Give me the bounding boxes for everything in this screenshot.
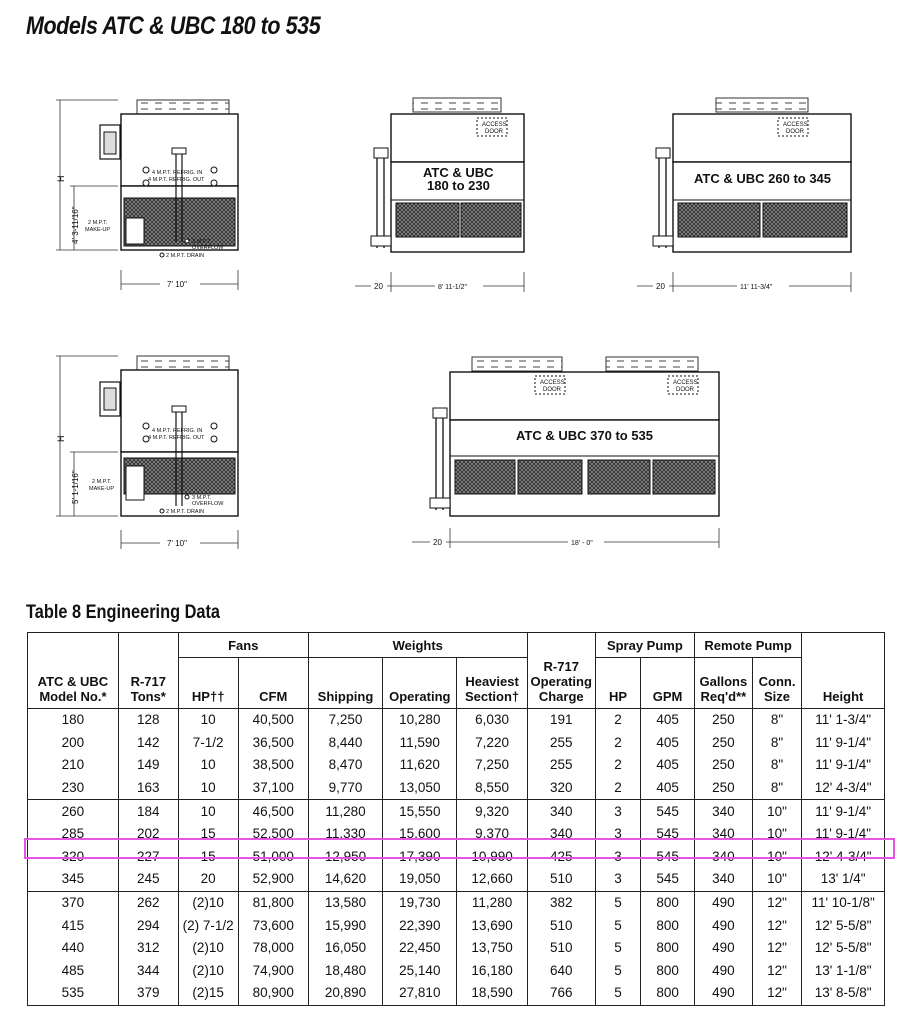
table-cell: 11,620 [383,754,457,777]
table-cell: 379 [118,982,178,1005]
refrig-in-label: 4 M.P.T. REFRIG. IN [152,170,203,176]
table-cell: 340 [694,868,752,891]
model-header-line2: Model No.* [39,689,107,704]
table-cell: 13' 1/4" [802,868,885,891]
access-door-label-2: DOOR [485,129,503,135]
table-cell: 13' 8-5/8" [802,982,885,1005]
table-cell: 370 [28,891,119,914]
table-cell: 36,500 [238,732,308,755]
table-cell: 12' 4-3/4" [802,777,885,800]
col-gpm-header: GPM [641,658,695,709]
table-cell: 18,480 [308,960,382,983]
table-cell: 340 [694,800,752,823]
table-cell: 11' 1-3/4" [802,709,885,732]
table-cell: 262 [118,891,178,914]
table-cell: 800 [641,937,695,960]
table-cell: 405 [641,777,695,800]
table-row [28,800,885,823]
table-cell: 5 [595,914,640,937]
refrig-out-label: 4 M.P.T. REFRIG. OUT [148,177,205,183]
table-row [28,846,885,869]
heaviest-header-line1: Heaviest [465,674,519,689]
gallons-header-line1: Gallons [699,674,748,689]
table-cell: 12' 5-5/8" [802,937,885,960]
table-cell: 10,990 [457,846,527,869]
overflow-label-1: 3 M.P.T. [192,495,212,501]
table-cell: 13,750 [457,937,527,960]
table-cell: 10 [178,800,238,823]
table-cell: 10 [178,777,238,800]
table-cell: 11,330 [308,823,382,846]
table-cell: 9,770 [308,777,382,800]
table-body [28,709,885,1006]
refrig-in-label: 4 M.P.T. REFRIG. IN [152,428,203,434]
table-cell: 13,580 [308,891,382,914]
table-row [28,823,885,846]
table-cell: 312 [118,937,178,960]
table-cell: 11' 9-1/4" [802,823,885,846]
table-cell: 10 [178,754,238,777]
table-cell: 250 [694,777,752,800]
makeup-label-2: MAKE-UP [85,227,111,233]
access-door-label-2: DOOR [786,129,804,135]
table-cell: 12,950 [308,846,382,869]
unit-180-230-drawing [355,98,524,292]
table-row [28,777,885,800]
access-door-label-2: DOOR [543,387,561,393]
table-cell: 8,470 [308,754,382,777]
unit-drawings [0,70,913,610]
table-cell: 260 [28,800,119,823]
table-cell: 2 [595,709,640,732]
table-cell: 11,280 [457,891,527,914]
table-cell: 15,550 [383,800,457,823]
left-dim-label: 20 [656,282,665,291]
table-cell: 13' 1-1/8" [802,960,885,983]
table-cell: 142 [118,732,178,755]
drain-label: 2 M.P.T. DRAIN [166,509,205,515]
table-cell: 11' 9-1/4" [802,800,885,823]
table-cell: 545 [641,846,695,869]
table-cell: 8" [752,732,802,755]
table-cell: 340 [527,823,595,846]
table-cell: (2)10 [178,960,238,983]
col-tons-header [118,633,178,709]
table-cell: 2 [595,754,640,777]
table-cell: 73,600 [238,914,308,937]
unit-label-line1: ATC & UBC [423,165,494,180]
col-conn-header [752,658,802,709]
table-cell: 490 [694,891,752,914]
col-heaviest-header [457,658,527,709]
table-cell: 10,280 [383,709,457,732]
makeup-label-2: MAKE-UP [89,486,115,492]
table-cell: 40,500 [238,709,308,732]
table-cell: 766 [527,982,595,1005]
table-cell: 210 [28,754,119,777]
table-cell: 490 [694,914,752,937]
table-row [28,937,885,960]
table-cell: 3 [595,823,640,846]
overflow-label-2: OVERFLOW [192,501,224,507]
table-cell: 294 [118,914,178,937]
table-cell: 8" [752,777,802,800]
unit-260-345-drawing [637,98,851,292]
table-cell: 9,320 [457,800,527,823]
table-cell: 11,280 [308,800,382,823]
table-cell: 490 [694,937,752,960]
group-weights-header: Weights [308,633,527,658]
table-cell: 15,600 [383,823,457,846]
table-cell: 180 [28,709,119,732]
side-dim-label: 5' 1-1/16" [71,470,80,504]
table-cell: 17,390 [383,846,457,869]
table-cell: 3 [595,846,640,869]
table-row [28,891,885,914]
col-cfm-header: CFM [238,658,308,709]
table-cell: 10" [752,846,802,869]
table-cell: 255 [527,732,595,755]
table-cell: 15 [178,823,238,846]
table-cell: 15,990 [308,914,382,937]
table-cell: 2 [595,777,640,800]
table-row [28,868,885,891]
left-dim-label: 20 [433,538,442,547]
table-cell: 11,590 [383,732,457,755]
table-cell: 640 [527,960,595,983]
table-cell: 382 [527,891,595,914]
height-label: H [56,435,66,442]
refrig-out-label: 4 M.P.T. REFRIG. OUT [148,435,205,441]
table-cell: 800 [641,891,695,914]
table-cell: 344 [118,960,178,983]
table-cell: 10" [752,868,802,891]
table-cell: 12' 4-3/4" [802,846,885,869]
table-cell: 11' 9-1/4" [802,732,885,755]
gallons-header-line2: Req'd** [700,689,747,704]
table-cell: 3 [595,800,640,823]
conn-header-line1: Conn. [758,674,796,689]
table-cell: 46,500 [238,800,308,823]
table-cell: 7,220 [457,732,527,755]
table-cell: 13,690 [457,914,527,937]
table-cell: 25,140 [383,960,457,983]
table-cell: 8,440 [308,732,382,755]
table-cell: (2)10 [178,937,238,960]
table-cell: 27,810 [383,982,457,1005]
col-gallons-header [694,658,752,709]
table-cell: 5 [595,960,640,983]
charge-header-line2: Operating [530,674,592,689]
table-cell: 52,500 [238,823,308,846]
col-model-header [28,633,119,709]
table-cell: 10" [752,800,802,823]
table-cell: 340 [694,823,752,846]
table-cell: 74,900 [238,960,308,983]
table-cell: 12" [752,960,802,983]
table-cell: 490 [694,960,752,983]
table-cell: 12" [752,982,802,1005]
table-cell: 800 [641,960,695,983]
table-cell: 545 [641,868,695,891]
col-hp-header: HP†† [178,658,238,709]
group-spray-pump-header: Spray Pump [595,633,694,658]
access-door-label-1b: ACCESS [673,380,698,386]
table-row [28,709,885,732]
table-cell: 19,730 [383,891,457,914]
table-cell: 22,450 [383,937,457,960]
table-cell: 11' 10-1/8" [802,891,885,914]
table-cell: 81,800 [238,891,308,914]
charge-header-line3: Charge [538,689,584,704]
table-cell: 340 [694,846,752,869]
table-cell: 38,500 [238,754,308,777]
unit-label: ATC & UBC 260 to 345 [694,171,832,186]
table-cell: 535 [28,982,119,1005]
charge-header-line1: R-717 [543,659,579,674]
access-door-label-1: ACCESS [783,122,808,128]
col-charge-header [527,633,595,709]
col-pump-hp-header: HP [595,658,640,709]
group-remote-pump-header: Remote Pump [694,633,801,658]
table-cell: 128 [118,709,178,732]
group-fans-header: Fans [178,633,308,658]
table-cell: 7,250 [457,754,527,777]
table-cell: 16,180 [457,960,527,983]
table-cell: 78,000 [238,937,308,960]
table-cell: 250 [694,754,752,777]
table-row [28,732,885,755]
height-label: H [56,175,66,182]
table-cell: 440 [28,937,119,960]
table-title: Table 8 Engineering Data [26,602,221,623]
table-cell: 14,620 [308,868,382,891]
table-row [28,960,885,983]
table-cell: (2)10 [178,891,238,914]
overflow-label-2: OVERFLOW [192,245,224,251]
table-cell: 19,050 [383,868,457,891]
makeup-label-1: 2 M.P.T. [92,479,112,485]
table-cell: 405 [641,709,695,732]
table-cell: 250 [694,709,752,732]
table-cell: 52,900 [238,868,308,891]
table-cell: 13,050 [383,777,457,800]
table-cell: 320 [28,846,119,869]
tons-header-line2: Tons* [130,689,166,704]
table-cell: 245 [118,868,178,891]
table-cell: 800 [641,914,695,937]
access-door-label-2b: DOOR [676,387,694,393]
table-cell: 200 [28,732,119,755]
table-cell: 12" [752,937,802,960]
table-cell: 250 [694,732,752,755]
width-dim-label: 8' 11-1/2" [438,284,467,291]
left-dim-label: 20 [374,282,383,291]
table-cell: 415 [28,914,119,937]
width-dim-label: 18' - 0" [571,540,593,547]
table-cell: 405 [641,754,695,777]
table-cell: 12" [752,914,802,937]
table-cell: 12,660 [457,868,527,891]
table-cell: 8" [752,709,802,732]
table-cell: 6,030 [457,709,527,732]
table-cell: 545 [641,800,695,823]
table-cell: 16,050 [308,937,382,960]
overflow-label-1: 3 M.P.T. [192,239,212,245]
makeup-label-1: 2 M.P.T. [88,220,108,226]
table-cell: 8" [752,754,802,777]
col-shipping-header: Shipping [308,658,382,709]
table-cell: 227 [118,846,178,869]
tons-header-line1: R-717 [130,674,166,689]
drain-label: 2 M.P.T. DRAIN [166,253,205,259]
side-view-upper [56,100,238,290]
table-cell: 230 [28,777,119,800]
width-dim-label: 7' 10" [167,280,187,289]
table-cell: 51,000 [238,846,308,869]
table-cell: 184 [118,800,178,823]
table-cell: 485 [28,960,119,983]
page-title: Models ATC & UBC 180 to 535 [26,12,321,40]
table-cell: 20 [178,868,238,891]
engineering-data-table [27,632,885,1006]
col-operating-header: Operating [383,658,457,709]
table-row [28,914,885,937]
side-view-lower [56,356,238,549]
conn-header-line2: Size [764,689,791,704]
table-cell: 202 [118,823,178,846]
table-cell: (2) 7-1/2 [178,914,238,937]
unit-370-535-drawing [412,357,719,548]
table-cell: 22,390 [383,914,457,937]
heaviest-header-line2: Section† [464,689,520,704]
table-cell: 18,590 [457,982,527,1005]
table-cell: 490 [694,982,752,1005]
table-cell: 9,370 [457,823,527,846]
table-cell: 10 [178,709,238,732]
table-cell: 510 [527,914,595,937]
side-dim-label: 4' 3-11/16" [71,206,80,244]
table-cell: 5 [595,891,640,914]
col-height-header: Height [802,633,885,709]
access-door-label-1: ACCESS [540,380,565,386]
table-cell: 149 [118,754,178,777]
table-cell: 345 [28,868,119,891]
table-cell: 405 [641,732,695,755]
table-cell: 320 [527,777,595,800]
table-cell: 545 [641,823,695,846]
width-dim-label: 7' 10" [167,539,187,548]
table-cell: 10" [752,823,802,846]
table-cell: 20,890 [308,982,382,1005]
model-header-line1: ATC & UBC [37,674,109,689]
table-cell: 80,900 [238,982,308,1005]
table-cell: 37,100 [238,777,308,800]
table-cell: 15 [178,846,238,869]
table-cell: 12" [752,891,802,914]
unit-label: ATC & UBC 370 to 535 [516,428,654,443]
table-cell: 11' 9-1/4" [802,754,885,777]
table-cell: 510 [527,868,595,891]
table-cell: 5 [595,982,640,1005]
access-door-label-1: ACCESS [482,122,507,128]
table-cell: (2)15 [178,982,238,1005]
table-cell: 163 [118,777,178,800]
table-cell: 191 [527,709,595,732]
table-cell: 7-1/2 [178,732,238,755]
table-cell: 340 [527,800,595,823]
table-cell: 8,550 [457,777,527,800]
table-cell: 7,250 [308,709,382,732]
table-cell: 12' 5-5/8" [802,914,885,937]
table-cell: 800 [641,982,695,1005]
table-cell: 510 [527,937,595,960]
table-row [28,754,885,777]
table-cell: 285 [28,823,119,846]
table-cell: 5 [595,937,640,960]
table-row [28,982,885,1005]
table-cell: 3 [595,868,640,891]
width-dim-label: 11' 11-3/4" [740,284,773,291]
table-cell: 2 [595,732,640,755]
table-cell: 255 [527,754,595,777]
table-cell: 425 [527,846,595,869]
unit-label-line2: 180 to 230 [427,178,490,193]
